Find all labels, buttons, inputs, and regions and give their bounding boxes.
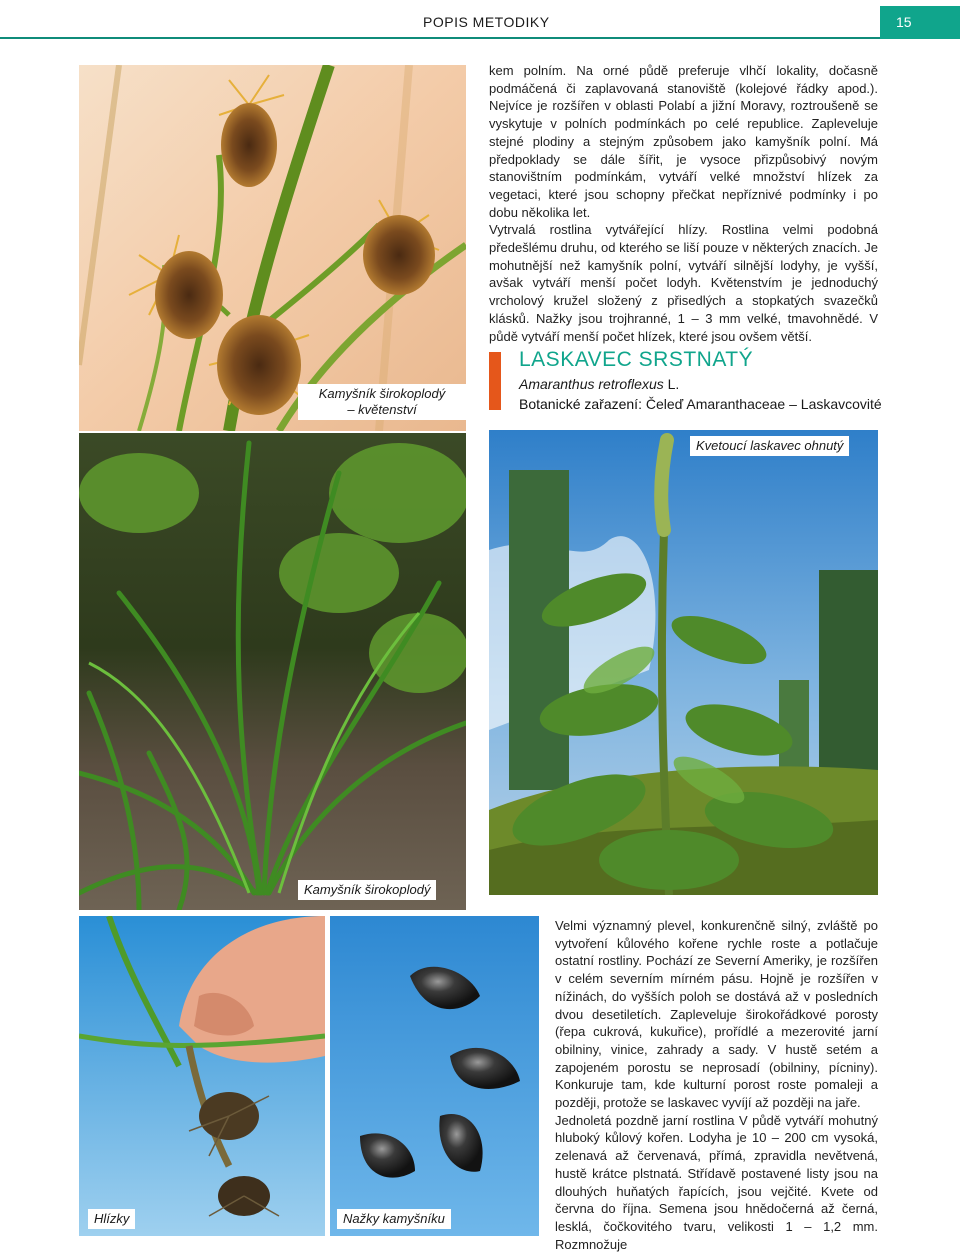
botanic-label: Botanické zařazení: xyxy=(519,396,642,412)
caption-inflorescence xyxy=(298,384,466,420)
photo-plant xyxy=(79,433,466,910)
latin-author: L. xyxy=(667,376,680,392)
caption-achenes: Nažky kamyšníku xyxy=(337,1209,451,1229)
section-title: POPIS METODIKY xyxy=(423,14,550,30)
paragraph: Velmi významný plevel, konkurenčně silný, zvláště po vytvoření kůlového kořene rychle roste a potlačuje ostatní rostliny. Pochází ze Severní Ameriky, je rozšířen v celém severním mírném pásu. Hojně je rozšířen v nížinách, do vyšších poloh se dostává až v posledních dvou desetiletích. Zapleveluje širokořádkové porosty (řepa cukrová, kukuřice), prořídlé a mezerovité jarní obilniny, vinice, zahrady a sady. V hustě setém a zapojeném porostu se neprosadí (obilniny, pícniny). Konkuruje tam, kde kulturní porost roste pomaleji a později, protože se laskavec vyvíjí až později na jaře. xyxy=(555,918,878,1111)
caption-tubers: Hlízky xyxy=(88,1209,135,1229)
paragraph: kem polním. Na orné půdě preferuje vlhčí lokality, dočasně podmáčená či zaplavovaná stanoviště (kolejové řádky apod.). Nejvíce je rozšířen v oblasti Polabí a jižní Moravy, roztroušeně se vyskytuje v polních podmínkách po celé republice. Zapleveluje stejné plodiny a stejným způsobem jako kamyšník polní. Má předpoklady se dále šířit, je vysoce přizpůsobivý novým stanovištním podmínkám, vytváří velké množství hlízek za vegetaci, které jsou schopny přečkat nepříznivé podmínky i po dobu několika let. xyxy=(489,63,878,220)
photo-achenes xyxy=(330,916,539,1236)
photo-amaranth xyxy=(489,430,878,895)
botanic-value: Čeleď Amaranthaceae – Laskavcovité xyxy=(645,396,882,412)
photo-inflorescence xyxy=(79,65,466,431)
caption-amaranth: Kvetoucí laskavec ohnutý xyxy=(690,436,849,456)
page-header xyxy=(0,0,960,40)
caption-plant: Kamyšník širokoplodý xyxy=(298,880,436,900)
paragraph: Jednoletá pozdně jarní rostlina V půdě vytváří mohutný hluboký kůlový kořen. Lodyha je 10 – 200 cm vysoká, zelenavá až červenavá, přímá, zpravidla nevětvená, hustě krátce plstnatá. Střídavě postavené listy jsou na dlouhých huňatých řapících, jsou vejčité. Kvete od června do října. Semena jsou hnědočerná až černá, lesklá, čočkovitého tvaru, velikosti 1 – 1,2 mm. Rozmnožuje xyxy=(555,1112,878,1252)
caption-inflorescence-line2: – květenství xyxy=(347,402,417,417)
page-number: 15 xyxy=(896,14,912,30)
photo-tubers xyxy=(79,916,325,1236)
page-number-box xyxy=(880,6,960,39)
species-heading: LASKAVEC SRSTNATÝ xyxy=(519,348,754,371)
latin-name-line xyxy=(519,376,679,392)
header-rule xyxy=(0,37,880,39)
caption-inflorescence-line1: Kamyšník širokoplodý xyxy=(318,386,446,401)
text-block-bottom xyxy=(555,917,878,1253)
text-block-top xyxy=(489,62,878,345)
section-accent-bar xyxy=(489,352,501,410)
botanic-line xyxy=(519,396,882,412)
latin-name: Amaranthus retroflexus xyxy=(519,376,664,392)
paragraph: Vytrvalá rostlina vytvářející hlízy. Rostlina velmi podobná předešlému druhu, od kterého se liší pouze v některých znacích. Je mohutnější než kamyšník polní, vytváří silnější lodyhy, je vyšší, avšak vytváří menší počet lodyh. Květenstvím je jednoduchý vrcholový kružel složený z přisedlých a stopkatých svazečků klásků. Nažky jsou trojhranné, 1 – 3 mm velké, tmavohnědé. V půdě vytváří menší počet hlízek, které jsou ovšem větší. xyxy=(489,222,878,344)
